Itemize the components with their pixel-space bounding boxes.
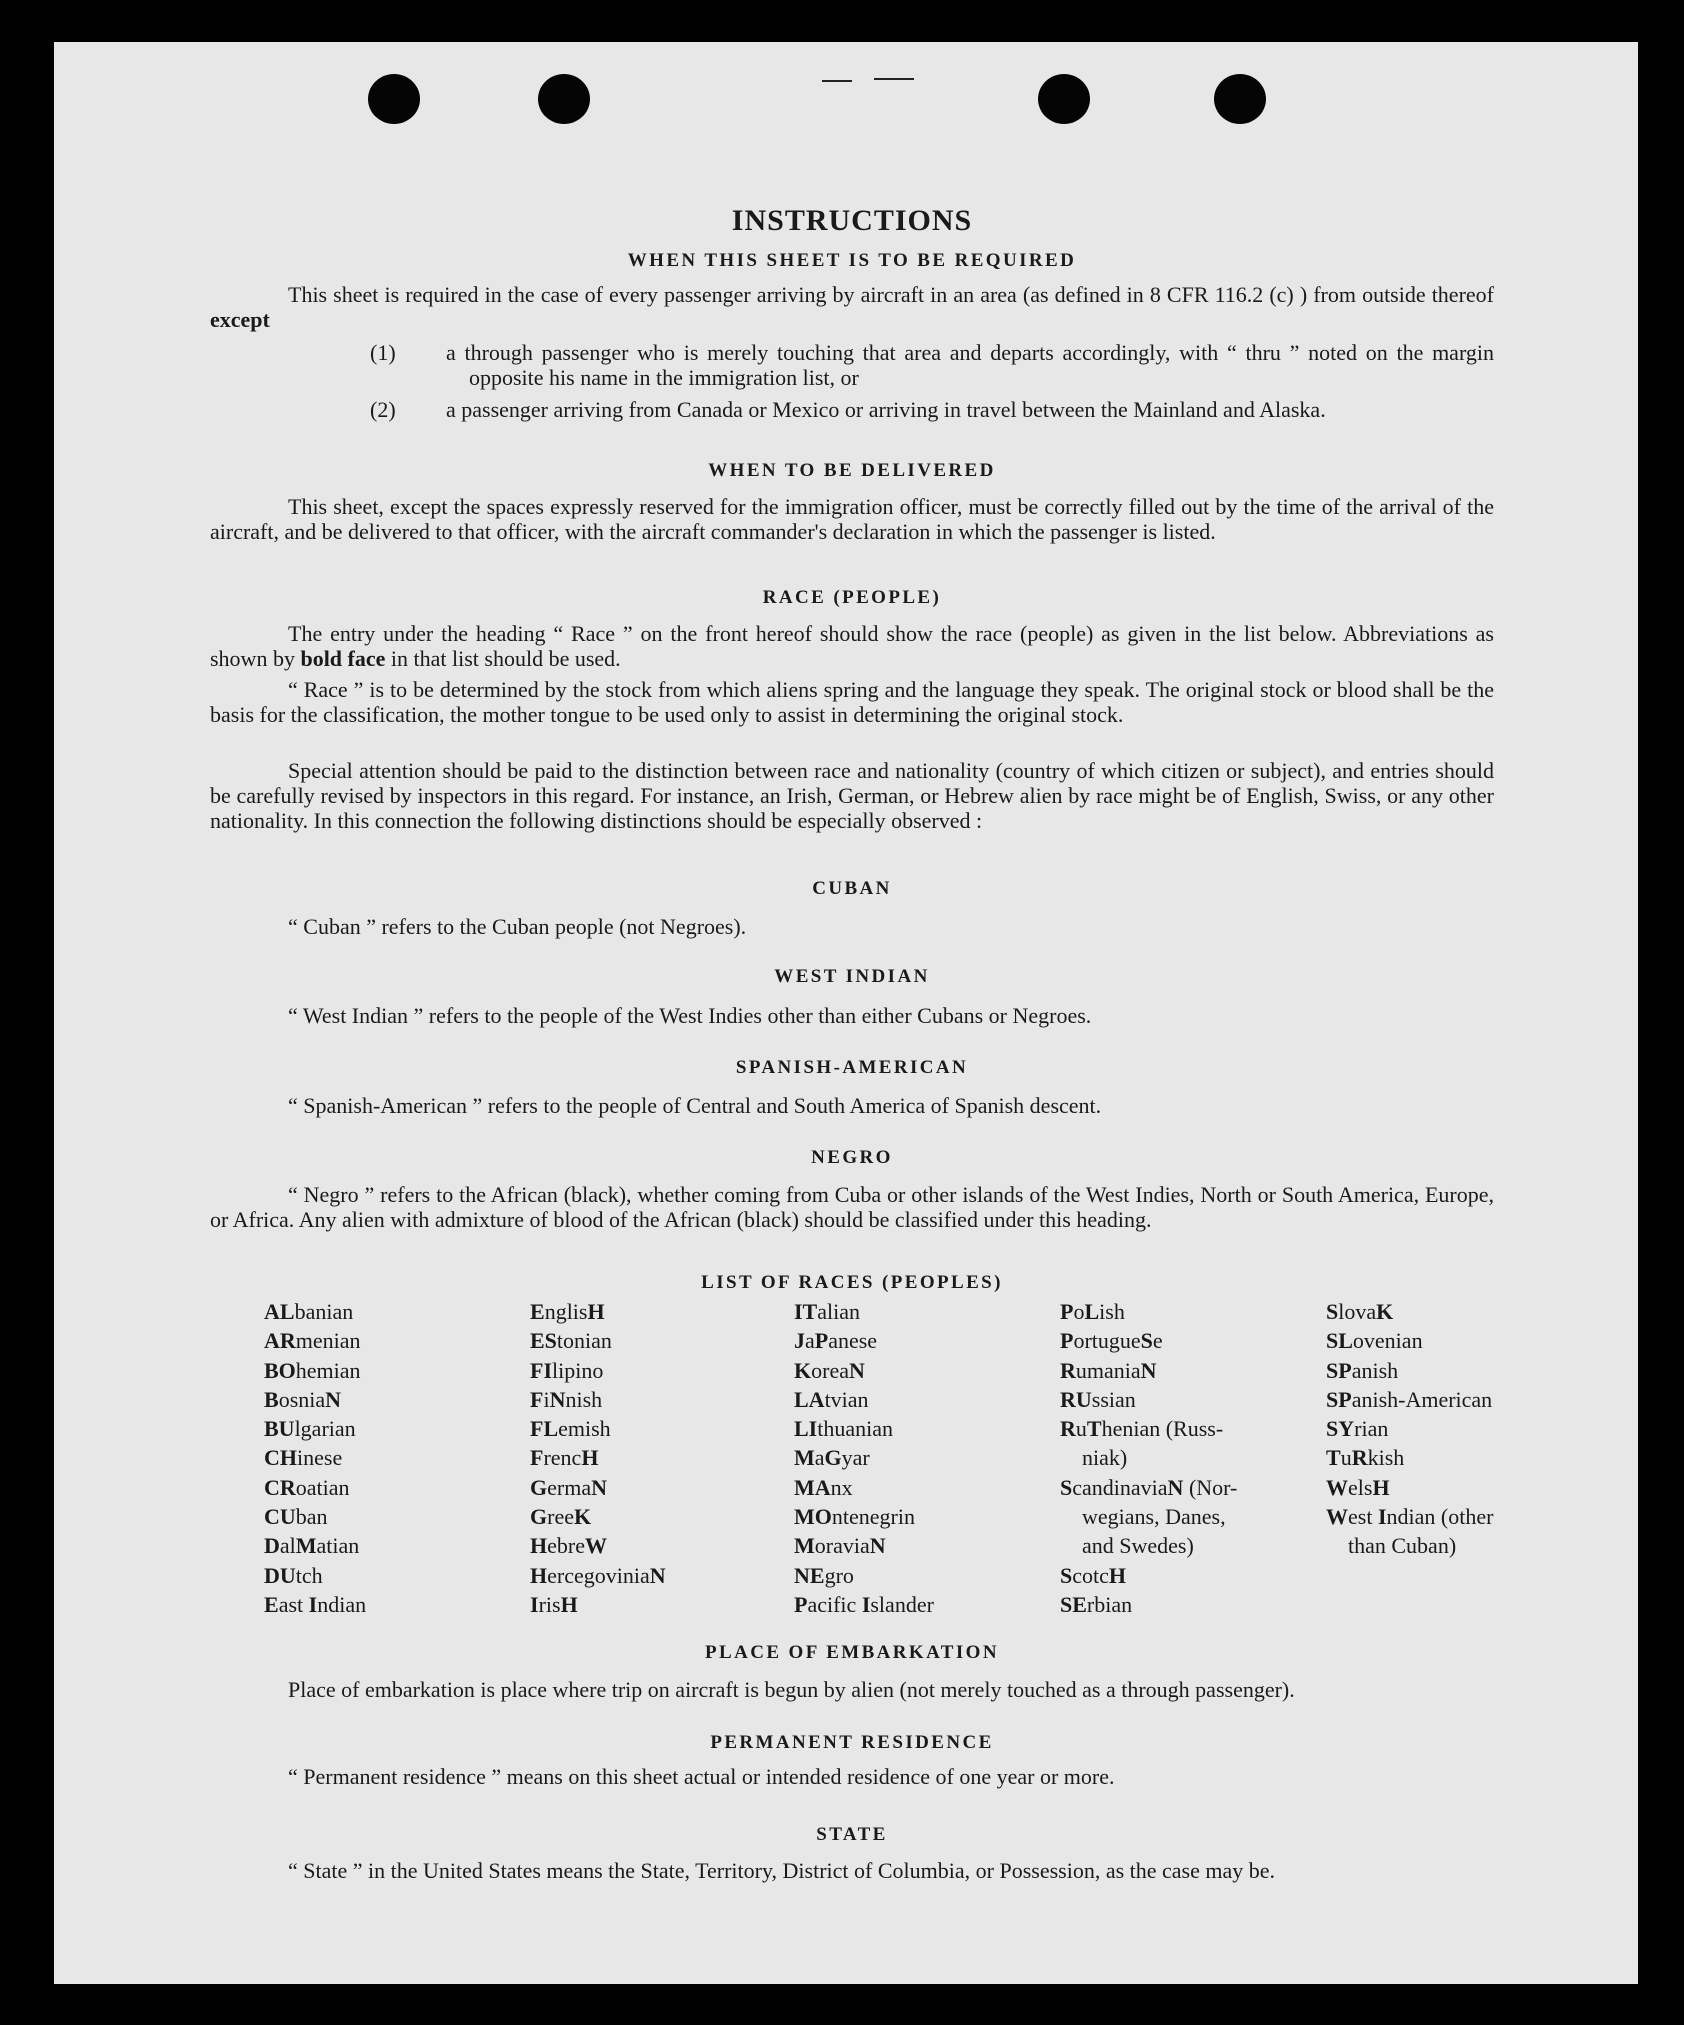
race-entry	[530, 1326, 666, 1355]
race-abbreviation: MO	[794, 1504, 832, 1530]
race-abbreviation: N	[591, 1474, 607, 1500]
race-name-part: niak)	[1082, 1445, 1128, 1471]
race-entry	[794, 1414, 934, 1443]
race-entry	[794, 1356, 934, 1385]
race-entry	[1060, 1443, 1237, 1472]
paragraph-text: The entry under the heading “ Race ” on the front hereof should show the race (people) as given in the list below. Abbreviations as shown by	[210, 621, 1494, 671]
race-entry	[264, 1590, 366, 1619]
race-name-part: erma	[547, 1474, 592, 1500]
race-name-part: kish	[1367, 1445, 1405, 1471]
heading-spanish-american: SPANISH-AMERICAN	[735, 1057, 969, 1078]
race-entry	[1060, 1502, 1237, 1531]
race-abbreviation: S	[1060, 1474, 1073, 1500]
race-name-part: anish	[1351, 1357, 1399, 1383]
race-abbreviation: MA	[794, 1474, 831, 1500]
race-name-part: nish	[565, 1386, 603, 1412]
except-emphasis: except	[210, 307, 270, 332]
race-abbreviation: CH	[264, 1445, 297, 1471]
race-entry	[1326, 1443, 1493, 1472]
race-abbreviation: T	[1326, 1445, 1341, 1471]
race-name-part: ebre	[547, 1533, 585, 1559]
race-abbreviation: F	[530, 1445, 544, 1471]
race-abbreviation: S	[1060, 1562, 1073, 1588]
race-entry	[1060, 1590, 1237, 1619]
race-entry	[1060, 1356, 1237, 1385]
race-entry	[794, 1473, 934, 1502]
race-name-part: hemian	[295, 1357, 361, 1383]
paragraph-required-intro	[210, 282, 1494, 332]
race-abbreviation: I	[861, 1591, 871, 1617]
race-name-part: ortugue	[1073, 1328, 1141, 1354]
race-abbreviation: L	[1084, 1299, 1100, 1324]
race-entry	[530, 1531, 666, 1560]
paragraph-state: “ State ” in the United States means the State, Territory, District of Columbia, or Possession, as the case may be.	[288, 1858, 1276, 1883]
race-name-part: i	[543, 1386, 550, 1412]
race-abbreviation: K	[573, 1504, 592, 1530]
race-entry	[1060, 1473, 1237, 1502]
race-entry	[1326, 1531, 1493, 1560]
race-name-part: ercegovinia	[547, 1562, 650, 1588]
race-name-part: est	[1348, 1504, 1378, 1530]
race-abbreviation: I	[308, 1591, 318, 1617]
race-entry	[794, 1385, 934, 1414]
race-name-part: ovenian	[1352, 1328, 1423, 1354]
heading-when-required: WHEN THIS SHEET IS TO BE REQUIRED	[627, 250, 1077, 271]
race-abbreviation: SE	[1060, 1591, 1087, 1617]
heading-permanent-residence: PERMANENT RESIDENCE	[710, 1732, 994, 1753]
punch-hole	[538, 74, 590, 124]
race-name-part: wegians, Danes,	[1082, 1504, 1226, 1530]
race-entry	[1326, 1356, 1493, 1385]
race-abbreviation: CU	[264, 1504, 296, 1530]
race-entry	[1326, 1502, 1493, 1531]
heading-race: RACE (PEOPLE)	[762, 587, 942, 608]
race-entry	[264, 1473, 366, 1502]
race-abbreviation: I	[1377, 1504, 1387, 1530]
race-entry	[264, 1414, 366, 1443]
race-abbreviation: B	[264, 1386, 279, 1412]
race-entry	[530, 1590, 666, 1619]
race-name-part: inese	[297, 1445, 343, 1471]
paragraph-cuban: “ Cuban ” refers to the Cuban people (not Negroes).	[288, 914, 747, 939]
race-abbreviation: M	[295, 1533, 317, 1559]
scan-mark	[874, 78, 914, 80]
race-entry	[1326, 1473, 1493, 1502]
race-abbreviation: N	[549, 1386, 566, 1412]
race-abbreviation: AL	[264, 1299, 295, 1324]
race-name-part: (Nor-	[1183, 1474, 1238, 1500]
race-entry	[530, 1385, 666, 1414]
heading-state: STATE	[816, 1824, 888, 1845]
bold-face-emphasis: bold face	[300, 646, 386, 671]
race-name-part: ban	[295, 1504, 328, 1530]
race-entry	[264, 1326, 366, 1355]
heading-when-delivered: WHEN TO BE DELIVERED	[708, 460, 996, 481]
race-abbreviation: F	[530, 1386, 544, 1412]
race-abbreviation: SL	[1326, 1328, 1353, 1354]
race-name-part: henian (Russ-	[1101, 1416, 1224, 1442]
race-abbreviation: P	[794, 1591, 808, 1617]
race-abbreviation: ES	[530, 1328, 557, 1354]
race-abbreviation: S	[1140, 1328, 1153, 1354]
race-name-part: ssian	[1091, 1386, 1136, 1412]
race-abbreviation: D	[264, 1533, 280, 1559]
race-abbreviation: FL	[530, 1416, 559, 1442]
heading-west-indian: WEST INDIAN	[774, 966, 930, 987]
page-title: INSTRUCTIONS	[731, 204, 973, 237]
race-name-part: ris	[538, 1591, 561, 1617]
race-column	[1326, 1297, 1493, 1561]
race-entry	[794, 1561, 934, 1590]
paragraph-west-indian: “ West Indian ” refers to the people of the West Indies other than either Cubans or Negroes.	[288, 1003, 1092, 1028]
paragraph-race-2: “ Race ” is to be determined by the stock from which aliens spring and the language they speak. The original stock or blood shall be the basis for the classification, the mother tongue to be used only to assist in determining the original stock.	[210, 677, 1494, 727]
race-abbreviation: N	[649, 1562, 666, 1588]
race-name-part: lova	[1338, 1299, 1377, 1324]
race-name-part: u	[1075, 1416, 1087, 1442]
race-abbreviation: N	[1140, 1357, 1157, 1383]
race-name-part: ish	[1099, 1299, 1125, 1324]
race-entry	[1326, 1414, 1493, 1443]
race-abbreviation: E	[264, 1591, 279, 1617]
paragraph-embarkation: Place of embarkation is place where trip on aircraft is begun by alien (not merely touched as a through passenger).	[288, 1677, 1295, 1702]
race-abbreviation: LA	[794, 1386, 825, 1412]
race-abbreviation: BO	[264, 1357, 296, 1383]
race-entry	[1060, 1326, 1237, 1355]
race-abbreviation: W	[584, 1533, 607, 1559]
race-abbreviation: H	[1372, 1474, 1390, 1500]
race-entry	[1326, 1385, 1493, 1414]
race-name-part: rbian	[1086, 1591, 1133, 1617]
race-abbreviation: SP	[1326, 1386, 1352, 1412]
race-abbreviation: I	[530, 1591, 539, 1617]
race-abbreviation: R	[1351, 1445, 1368, 1471]
race-name-part: al	[279, 1533, 296, 1559]
exception-item-2	[370, 397, 1494, 422]
race-name-part: slander	[870, 1591, 934, 1617]
race-name-part: u	[1340, 1445, 1352, 1471]
paragraph-race-3: Special attention should be paid to the distinction between race and nationality (country of which citizen or subject), and entries should be carefully revised by inspectors in this regard. For instance, an Irish, German, or Hebrew alien by race might be of English, Swiss, or any other nationality. In this connection the following distinctions should be especially observed :	[210, 758, 1494, 833]
race-name-part: anese	[828, 1328, 878, 1354]
race-entry	[530, 1414, 666, 1443]
race-entry	[1060, 1531, 1237, 1560]
exception-item-1	[370, 340, 1494, 390]
race-abbreviation: G	[530, 1474, 548, 1500]
race-name-part: emish	[558, 1416, 611, 1442]
race-name-part: rian	[1354, 1416, 1389, 1442]
race-abbreviation: H	[581, 1445, 599, 1471]
race-name-part: renc	[543, 1445, 582, 1471]
race-name-part: lipino	[552, 1357, 604, 1383]
race-entry	[264, 1502, 366, 1531]
race-entry	[530, 1443, 666, 1472]
race-name-part: orea	[811, 1357, 849, 1383]
paragraph-negro: “ Negro ” refers to the African (black), whether coming from Cuba or other islands of the West Indies, North or South America, Europe, or Africa. Any alien with admixture of blood of the African (black) should be classified under this heading.	[210, 1182, 1494, 1232]
race-abbreviation: N	[1167, 1474, 1184, 1500]
item-number: (2)	[370, 397, 396, 422]
race-abbreviation: G	[824, 1445, 842, 1471]
race-name-part: alian	[817, 1299, 861, 1324]
race-column	[794, 1297, 934, 1619]
race-abbreviation: E	[530, 1299, 545, 1324]
race-abbreviation: W	[1326, 1504, 1348, 1530]
race-entry	[530, 1561, 666, 1590]
race-name-part: and Swedes)	[1082, 1533, 1194, 1559]
race-abbreviation: P	[1060, 1328, 1074, 1354]
race-name-part: cotc	[1072, 1562, 1109, 1588]
race-abbreviation: J	[794, 1328, 805, 1354]
race-abbreviation: H	[560, 1591, 578, 1617]
item-number: (1)	[370, 340, 396, 365]
race-entry	[794, 1297, 934, 1326]
paragraph-race-1	[210, 621, 1494, 671]
race-entry	[264, 1297, 366, 1326]
race-name-part: ree	[547, 1504, 574, 1530]
race-abbreviation: P	[814, 1328, 829, 1354]
race-abbreviation: LI	[794, 1416, 818, 1442]
race-abbreviation: R	[1060, 1357, 1076, 1383]
race-abbreviation: CR	[264, 1474, 296, 1500]
race-name-part: than Cuban)	[1348, 1533, 1457, 1559]
race-entry	[794, 1326, 934, 1355]
race-abbreviation: SP	[1326, 1357, 1352, 1383]
race-name-part: ndian (other	[1386, 1504, 1494, 1530]
race-abbreviation: M	[794, 1445, 815, 1471]
race-name-part: a	[805, 1328, 815, 1354]
race-abbreviation: DU	[264, 1562, 296, 1588]
race-entry	[264, 1443, 366, 1472]
heading-negro: NEGRO	[811, 1147, 893, 1168]
race-name-part: banian	[294, 1299, 354, 1324]
race-name-part: menian	[295, 1328, 361, 1354]
punch-hole	[1038, 74, 1090, 124]
race-entry	[264, 1561, 366, 1590]
race-abbreviation: N	[325, 1386, 342, 1412]
race-abbreviation: NE	[794, 1562, 825, 1588]
race-name-part: o	[1073, 1299, 1085, 1324]
race-entry	[530, 1502, 666, 1531]
race-name-part: a	[814, 1445, 825, 1471]
race-abbreviation: AR	[264, 1328, 296, 1354]
race-entry	[1060, 1561, 1237, 1590]
race-abbreviation: G	[530, 1504, 548, 1530]
race-entry	[1326, 1326, 1493, 1355]
item-text: a passenger arriving from Canada or Mexico or arriving in travel between the Mainland and Alaska.	[446, 397, 1326, 422]
race-abbreviation: S	[1326, 1299, 1339, 1324]
race-column	[530, 1297, 666, 1619]
race-entry	[794, 1443, 934, 1472]
race-name-part: tvian	[824, 1386, 869, 1412]
race-name-part: osnia	[278, 1386, 326, 1412]
heading-place-of-embarkation: PLACE OF EMBARKATION	[705, 1642, 999, 1663]
race-name-part: ndian	[317, 1591, 367, 1617]
race-entry	[794, 1502, 934, 1531]
scan-mark	[822, 80, 852, 82]
race-abbreviation: N	[869, 1533, 886, 1559]
race-entry	[1060, 1297, 1237, 1326]
race-name-part: oatian	[295, 1474, 350, 1500]
item-text: a through passenger who is merely touching that area and departs accordingly, with “ thru ” noted on the margin opposite his name in the immigration list, or	[446, 340, 1494, 390]
race-name-part: anish-American	[1351, 1386, 1493, 1412]
race-name-part: thuanian	[817, 1416, 894, 1442]
document-page	[54, 42, 1638, 1984]
race-abbreviation: SY	[1326, 1416, 1355, 1442]
race-name-part: nx	[830, 1474, 853, 1500]
race-entry	[1060, 1385, 1237, 1414]
race-name-part: oravia	[814, 1533, 870, 1559]
race-name-part: atian	[316, 1533, 360, 1559]
race-name-part: gro	[824, 1562, 854, 1588]
race-abbreviation: H	[1108, 1562, 1127, 1588]
race-abbreviation: H	[530, 1533, 548, 1559]
paragraph-text: in that list should be used.	[385, 646, 621, 671]
punch-hole	[1214, 74, 1266, 124]
race-name-part: acific	[807, 1591, 862, 1617]
paragraph-delivered: This sheet, except the spaces expressly reserved for the immigration officer, must be correctly filled out by the time of the arrival of the aircraft, and be delivered to that officer, with the aircraft commander's declaration in which the passenger is listed.	[210, 494, 1494, 544]
race-abbreviation: N	[848, 1357, 865, 1383]
punch-hole	[368, 74, 420, 124]
race-abbreviation: W	[1326, 1474, 1348, 1500]
race-column	[264, 1297, 366, 1619]
race-abbreviation: H	[587, 1299, 605, 1324]
race-name-part: els	[1348, 1474, 1373, 1500]
race-name-part: tch	[295, 1562, 323, 1588]
race-name-part: tonian	[556, 1328, 612, 1354]
race-entry	[794, 1590, 934, 1619]
race-entry	[530, 1473, 666, 1502]
race-abbreviation: H	[530, 1562, 548, 1588]
race-abbreviation: RU	[1060, 1386, 1092, 1412]
race-name-part: candinavia	[1072, 1474, 1168, 1500]
race-abbreviation: FI	[530, 1357, 552, 1383]
race-entry	[264, 1531, 366, 1560]
race-abbreviation: P	[1060, 1299, 1074, 1324]
race-abbreviation: R	[1060, 1416, 1076, 1442]
race-name-part: lgarian	[294, 1416, 356, 1442]
paragraph-residence: “ Permanent residence ” means on this sheet actual or intended residence of one year or more.	[288, 1764, 1115, 1789]
race-name-part: umania	[1075, 1357, 1141, 1383]
race-entry	[1060, 1414, 1237, 1443]
race-abbreviation: IT	[794, 1299, 818, 1324]
race-abbreviation: K	[794, 1357, 812, 1383]
race-entry	[264, 1356, 366, 1385]
heading-cuban: CUBAN	[812, 878, 892, 899]
race-abbreviation: K	[1376, 1299, 1394, 1324]
race-column	[1060, 1297, 1237, 1619]
heading-list-of-races: LIST OF RACES (PEOPLES)	[701, 1272, 1003, 1293]
paragraph-text: This sheet is required in the case of every passenger arriving by aircraft in an area (as defined in 8 CFR 116.2 (c) ) from outside thereof	[288, 282, 1494, 307]
race-name-part: ast	[278, 1591, 309, 1617]
race-abbreviation: BU	[264, 1416, 295, 1442]
race-name-part: e	[1152, 1328, 1163, 1354]
paragraph-spanish-american: “ Spanish-American ” refers to the people of Central and South America of Spanish descent.	[288, 1093, 1102, 1118]
race-entry	[1326, 1297, 1493, 1326]
race-name-part: yar	[841, 1445, 870, 1471]
race-name-part: nglis	[544, 1299, 588, 1324]
race-abbreviation: T	[1086, 1416, 1102, 1442]
race-entry	[794, 1531, 934, 1560]
race-entry	[264, 1385, 366, 1414]
race-entry	[530, 1356, 666, 1385]
race-abbreviation: M	[794, 1533, 815, 1559]
race-name-part: ntenegrin	[831, 1504, 915, 1530]
race-entry	[530, 1297, 666, 1326]
